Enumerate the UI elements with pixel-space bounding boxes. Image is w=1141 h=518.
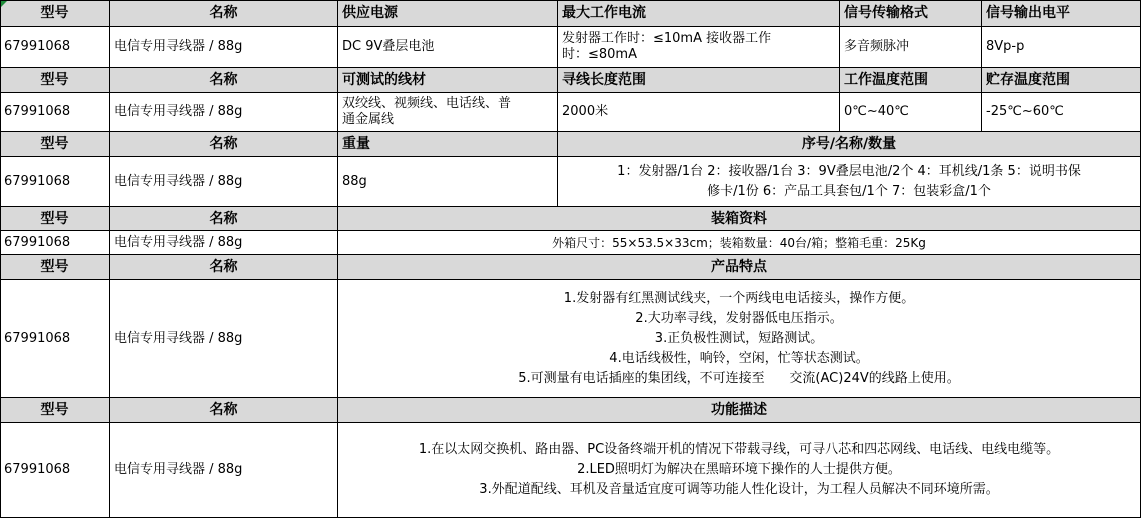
header-power-supply: 供应电源 — [338, 0, 558, 27]
header-model: 型号 — [0, 0, 110, 27]
output-level-value: 8Vp-p — [982, 27, 1141, 68]
header-operating-temp: 工作温度范围 — [840, 68, 982, 93]
model-value: 67991068 — [0, 27, 110, 68]
function-item: 1.在以太网交换机、路由器、PC设备终端开机的情况下带载寻线，可寻八芯和四芯网线、电话线、电线电缆等。 — [418, 442, 1060, 457]
header-name: 名称 — [110, 398, 338, 423]
power-supply-value: DC 9V叠层电池 — [338, 27, 558, 68]
storage-temp-value: -25℃~60℃ — [982, 93, 1141, 132]
weight-value: 88g — [338, 157, 558, 207]
name-value: 电信专用寻线器 / 88g — [110, 231, 338, 255]
name-value: 电信专用寻线器 / 88g — [110, 93, 338, 132]
operating-temp-value: 0℃~40℃ — [840, 93, 982, 132]
feature-item: 2.大功率寻线，发射器低电压指示。 — [635, 310, 843, 326]
function-description-list — [338, 423, 1141, 518]
feature-item: 5.可测量有电话插座的集团线，不可连接至 交流(AC)24V的线路上使用。 — [518, 370, 960, 386]
header-signal-format: 信号传输格式 — [840, 0, 982, 27]
max-current-value: 发射器工作时：≤10mA 接收器工作 时：≤80mA — [558, 27, 840, 68]
tracing-length-value: 2000米 — [558, 93, 840, 132]
header-weight: 重量 — [338, 132, 558, 157]
product-features-list — [338, 280, 1141, 398]
model-value: 67991068 — [0, 280, 110, 398]
header-name: 名称 — [110, 255, 338, 280]
function-item: 2.LED照明灯为解决在黑暗环境下操作的人士提供方便。 — [577, 462, 901, 477]
header-product-features: 产品特点 — [338, 255, 1141, 280]
header-model: 型号 — [0, 398, 110, 423]
testable-wires-value: 双绞线、视频线、电话线、普 通金属线 — [338, 93, 558, 132]
model-value: 67991068 — [0, 423, 110, 518]
signal-format-value: 多音频脉冲 — [840, 27, 982, 68]
header-testable-wires: 可测试的线材 — [338, 68, 558, 93]
header-name: 名称 — [110, 0, 338, 27]
cell-selection-marker — [1, 1, 7, 7]
name-value: 电信专用寻线器 / 88g — [110, 27, 338, 68]
feature-item: 1.发射器有红黑测试线夹，一个两线电电话接头，操作方便。 — [563, 290, 915, 306]
header-packing-info: 装箱资料 — [338, 207, 1141, 231]
header-package-contents: 序号/名称/数量 — [558, 132, 1141, 157]
header-max-current: 最大工作电流 — [558, 0, 840, 27]
feature-item: 4.电话线极性，响铃，空闲，忙等状态测试。 — [609, 350, 869, 366]
model-value: 67991068 — [0, 231, 110, 255]
name-value: 电信专用寻线器 / 88g — [110, 157, 338, 207]
model-value: 67991068 — [0, 93, 110, 132]
name-value: 电信专用寻线器 / 88g — [110, 423, 338, 518]
header-name: 名称 — [110, 207, 338, 231]
header-name: 名称 — [110, 68, 338, 93]
name-value: 电信专用寻线器 / 88g — [110, 280, 338, 398]
header-model: 型号 — [0, 255, 110, 280]
header-model: 型号 — [0, 132, 110, 157]
header-storage-temp: 贮存温度范围 — [982, 68, 1141, 93]
header-output-level: 信号输出电平 — [982, 0, 1141, 27]
header-model: 型号 — [0, 68, 110, 93]
package-contents-value: 1：发射器/1台 2：接收器/1台 3：9V叠层电池/2个 4：耳机线/1条 5：说明书保 修卡/1份 6：产品工具套包/1个 7：包装彩盒/1个 — [558, 157, 1141, 207]
function-item: 3.外配道配线、耳机及音量适宜度可调等功能人性化设计，为工程人员解决不同环境所需。 — [479, 482, 999, 497]
header-model: 型号 — [0, 207, 110, 231]
feature-item: 3.正负极性测试，短路测试。 — [654, 330, 824, 346]
model-value: 67991068 — [0, 157, 110, 207]
header-tracing-length: 寻线长度范围 — [558, 68, 840, 93]
header-name: 名称 — [110, 132, 338, 157]
packing-info-value: 外箱尺寸：55×53.5×33cm；装箱数量：40台/箱；整箱毛重：25Kg — [338, 231, 1141, 255]
header-function-description: 功能描述 — [338, 398, 1141, 423]
